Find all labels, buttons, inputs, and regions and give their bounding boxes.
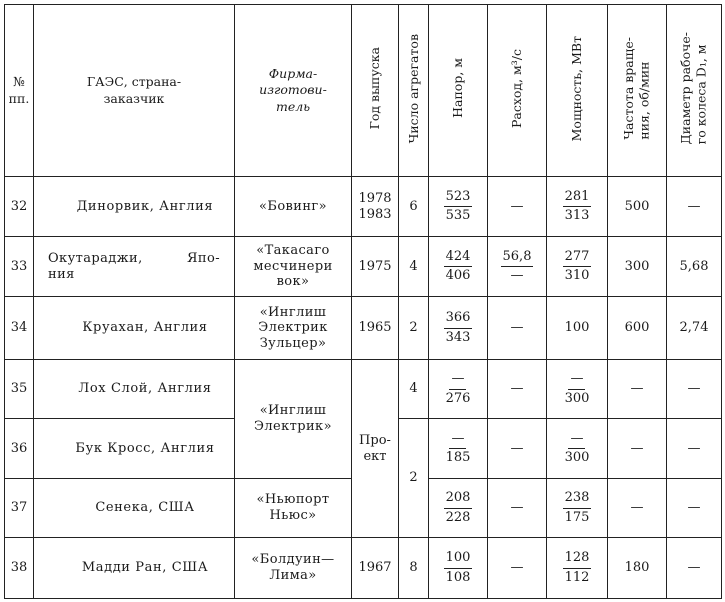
table-row xyxy=(5,177,722,237)
table-row xyxy=(5,237,722,297)
table-row xyxy=(5,538,722,599)
year: 1965 xyxy=(352,297,399,360)
year: 1967 xyxy=(352,538,399,599)
unit-count: 8 xyxy=(399,538,429,599)
power-value: $\frac{277}{310}$ xyxy=(547,237,608,297)
unit-count: 2 xyxy=(399,419,429,538)
diameter-value: 5,68 xyxy=(667,237,722,297)
header-flow: Расход, м³/с xyxy=(488,5,547,177)
header-row xyxy=(5,5,722,177)
power-value: $\frac{238}{175}$ xyxy=(547,479,608,538)
header-year: Год выпуска xyxy=(352,5,399,177)
speed-value: — xyxy=(608,360,667,419)
unit-count: 6 xyxy=(399,177,429,237)
speed-value: — xyxy=(608,419,667,479)
station-name: Окутараджи, Япо- ния xyxy=(34,237,235,297)
head-value: $\frac{523}{535}$ xyxy=(429,177,488,237)
power-value: $\frac{281}{313}$ xyxy=(547,177,608,237)
flow-value: — xyxy=(488,360,547,419)
unit-count: 4 xyxy=(399,237,429,297)
station-name: Динорвик, Англия xyxy=(34,177,235,237)
flow-value: — xyxy=(488,419,547,479)
unit-count: 4 xyxy=(399,360,429,419)
manufacturer: «Инглиш Электрик Зульцер» xyxy=(235,297,352,360)
power-value: $\frac{—}{300}$ xyxy=(547,419,608,479)
header-head: Напор, м xyxy=(429,5,488,177)
head-value: $\frac{—}{276}$ xyxy=(429,360,488,419)
row-num: 34 xyxy=(5,297,34,360)
turbine-data-table xyxy=(4,4,722,599)
head-value: $\frac{208}{228}$ xyxy=(429,479,488,538)
diameter-value: — xyxy=(667,538,722,599)
power-value: $\frac{—}{300}$ xyxy=(547,360,608,419)
manufacturer: «Бовинг» xyxy=(235,177,352,237)
header-num: № пп. xyxy=(5,5,34,177)
flow-value: — xyxy=(488,479,547,538)
row-num: 32 xyxy=(5,177,34,237)
row-num: 37 xyxy=(5,479,34,538)
flow-value: $\frac{56,8}{—}$ xyxy=(488,237,547,297)
header-firm: Фирма- изготови- тель xyxy=(235,5,352,177)
head-value: $\frac{424}{406}$ xyxy=(429,237,488,297)
year: Про- ект xyxy=(352,360,399,538)
speed-value: 600 xyxy=(608,297,667,360)
flow-value: — xyxy=(488,538,547,599)
speed-value: 180 xyxy=(608,538,667,599)
power-value: 100 xyxy=(547,297,608,360)
header-diameter: Диаметр рабоче- го колеса D₁, м xyxy=(667,5,722,177)
year: 1978 1983 xyxy=(352,177,399,237)
station-name: Мадди Ран, США xyxy=(34,538,235,599)
header-station: ГАЭС, страна- заказчик xyxy=(34,5,235,177)
station-name: Сенека, США xyxy=(34,479,235,538)
diameter-value: — xyxy=(667,360,722,419)
header-units: Число агрегатов xyxy=(399,5,429,177)
speed-value: 300 xyxy=(608,237,667,297)
speed-value: — xyxy=(608,479,667,538)
manufacturer: «Ньюпорт Ньюс» xyxy=(235,479,352,538)
manufacturer: «Такасаго месчинери вок» xyxy=(235,237,352,297)
station-name: Бук Кросс, Англия xyxy=(34,419,235,479)
manufacturer: «Болдуин— Лима» xyxy=(235,538,352,599)
diameter-value: 2,74 xyxy=(667,297,722,360)
row-num: 38 xyxy=(5,538,34,599)
head-value: $\frac{100}{108}$ xyxy=(429,538,488,599)
unit-count: 2 xyxy=(399,297,429,360)
power-value: $\frac{128}{112}$ xyxy=(547,538,608,599)
diameter-value: — xyxy=(667,177,722,237)
head-value: $\frac{—}{185}$ xyxy=(429,419,488,479)
header-speed: Частота враще- ния, об/мин xyxy=(608,5,667,177)
station-name: Круахан, Англия xyxy=(34,297,235,360)
speed-value: 500 xyxy=(608,177,667,237)
row-num: 35 xyxy=(5,360,34,419)
station-name: Лох Слой, Англия xyxy=(34,360,235,419)
flow-value: — xyxy=(488,297,547,360)
header-power: Мощность, МВт xyxy=(547,5,608,177)
diameter-value: — xyxy=(667,479,722,538)
year: 1975 xyxy=(352,237,399,297)
row-num: 33 xyxy=(5,237,34,297)
table-row xyxy=(5,360,722,419)
manufacturer: «Инглиш Электрик» xyxy=(235,360,352,479)
table-row xyxy=(5,297,722,360)
diameter-value: — xyxy=(667,419,722,479)
head-value: $\frac{366}{343}$ xyxy=(429,297,488,360)
flow-value: — xyxy=(488,177,547,237)
row-num: 36 xyxy=(5,419,34,479)
